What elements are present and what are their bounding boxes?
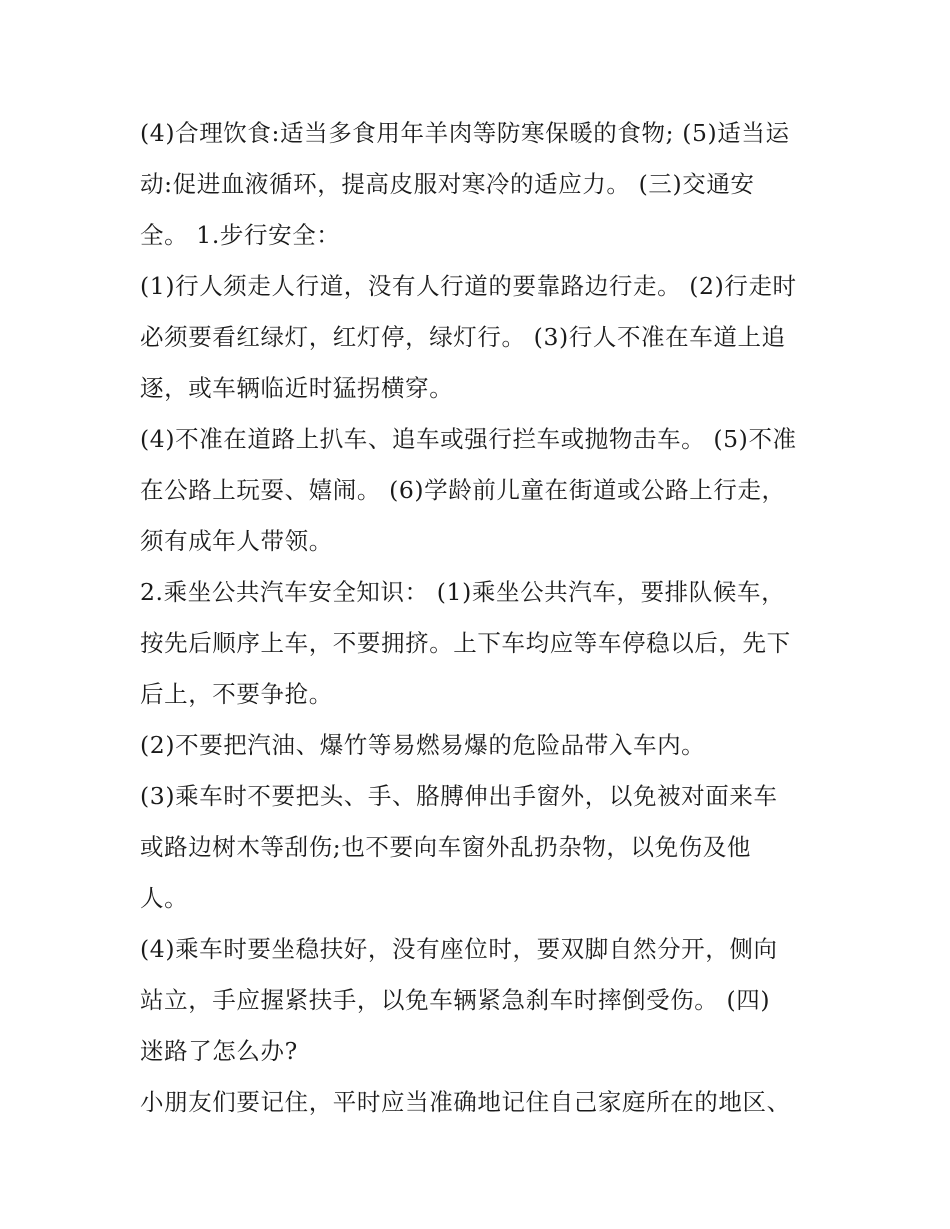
text-line: 动:促进血液循环，提高皮服对寒冷的适应力。 (三)交通安 — [140, 170, 755, 198]
text-line: (4)乘车时要坐稳扶好，没有座位时，要双脚自然分开，侧向 — [140, 935, 778, 963]
text-line: 全。 1.步行安全： — [140, 221, 341, 249]
text-line: 在公路上玩耍、嬉闹。 (6)学龄前儿童在街道或公路上行走， — [140, 476, 786, 504]
text-line: 人。 — [140, 884, 189, 912]
text-line: 站立，手应握紧扶手，以免车辆紧急刹车时摔倒受伤。 (四) — [140, 986, 771, 1014]
text-line: (4)不准在道路上扒车、追车或强行拦车或抛物击车。 (5)不准 — [140, 425, 797, 453]
text-line: 迷路了怎么办? — [140, 1037, 298, 1065]
text-line: (1)行人须走人行道，没有人行道的要靠路边行走。 (2)行走时 — [140, 272, 797, 300]
text-line: 小朋友们要记住，平时应当准确地记住自己家庭所在的地区、 — [140, 1088, 791, 1116]
text-line: (4)合理饮食:适当多食用年羊肉等防寒保暖的食物; (5)适当运 — [140, 119, 790, 147]
text-line: 必须要看红绿灯，红灯停，绿灯行。 (3)行人不准在车道上追 — [140, 323, 786, 351]
text-line: 须有成年人带领。 — [140, 527, 333, 555]
text-line: (2)不要把汽油、爆竹等易燃易爆的危险品带入车内。 — [140, 731, 706, 759]
text-line: 或路边树木等刮伤;也不要向车窗外乱扔杂物，以免伤及他 — [140, 833, 752, 861]
text-line: 逐，或车辆临近时猛拐横穿。 — [140, 374, 454, 402]
text-line: (3)乘车时不要把头、手、胳膊伸出手窗外，以免被对面来车 — [140, 782, 778, 810]
text-line: 2.乘坐公共汽车安全知识： (1)乘坐公共汽车，要排队候车， — [140, 578, 786, 606]
text-line: 后上，不要争抢。 — [140, 680, 333, 708]
document-page — [140, 108, 820, 1128]
text-line: 按先后顺序上车，不要拥挤。上下车均应等车停稳以后，先下 — [140, 629, 791, 657]
